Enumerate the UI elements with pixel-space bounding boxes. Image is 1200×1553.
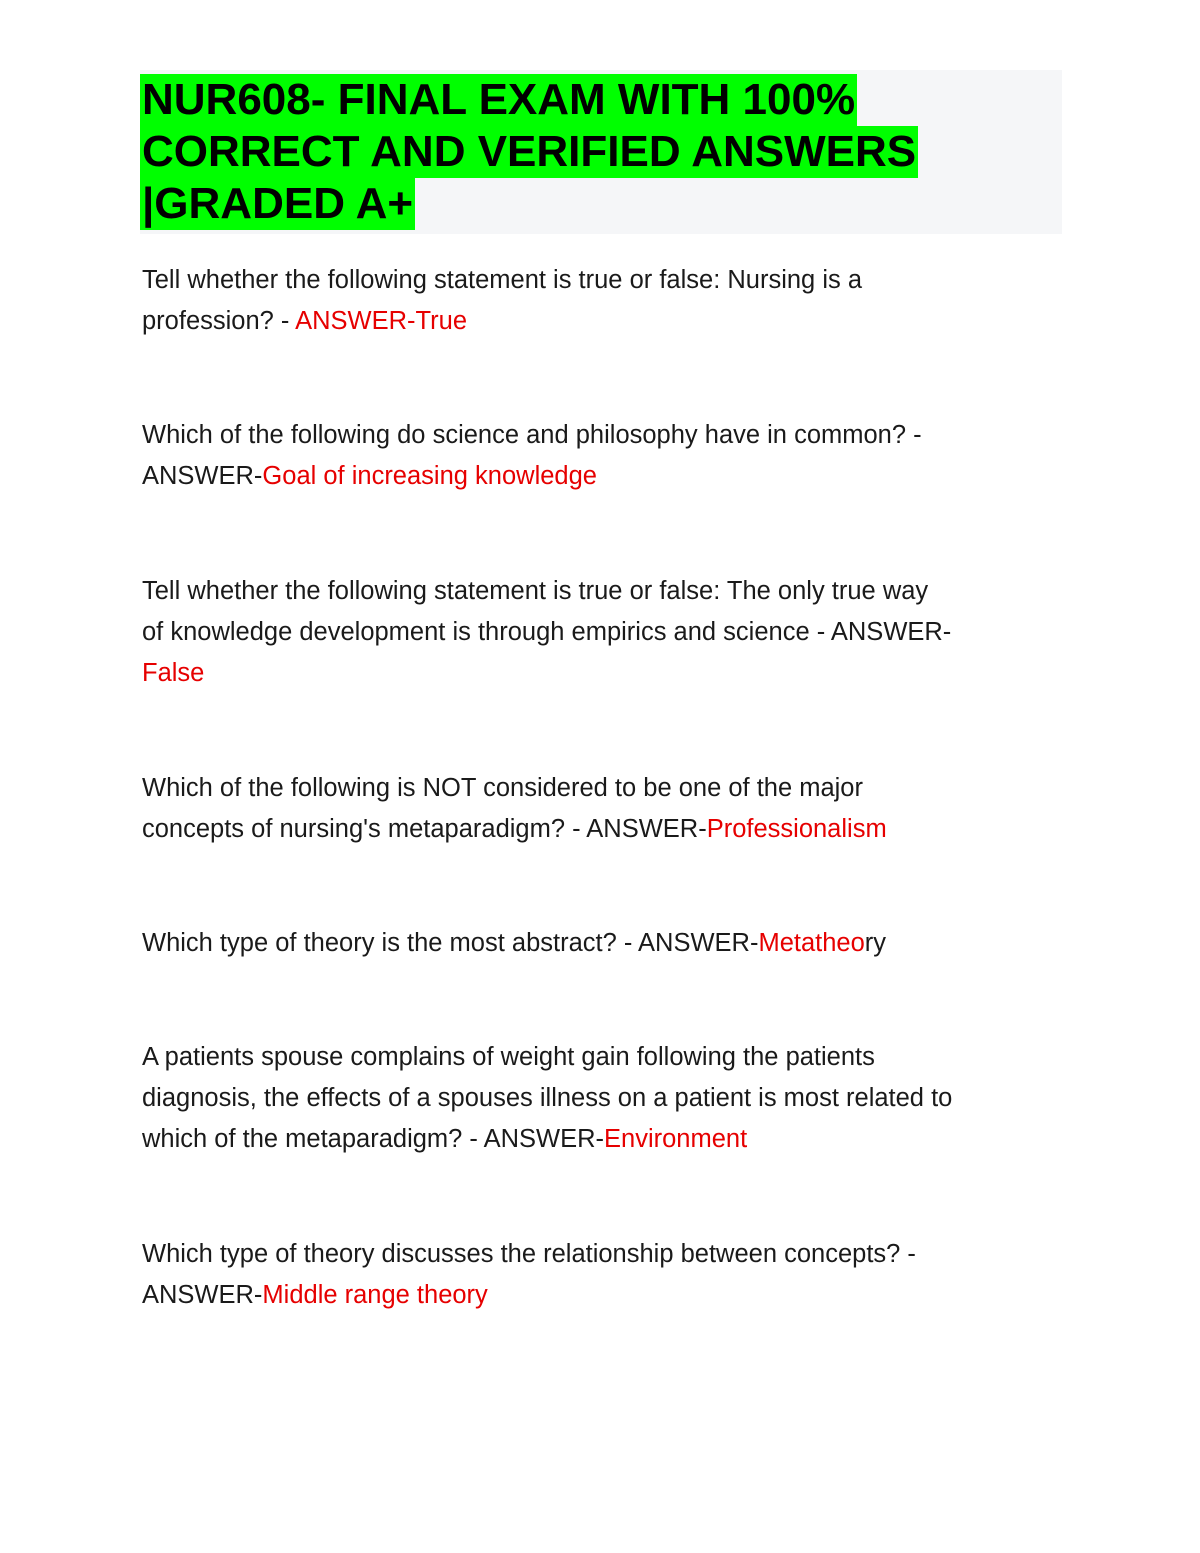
qa-item [142, 768, 887, 850]
question-text: Tell whether the following statement is true or false: The only true way [142, 577, 929, 605]
question-text: which of the metaparadigm? - [142, 1125, 484, 1153]
answer-text: False [142, 659, 205, 687]
question-text: Which of the following do science and philosophy have in common? - [142, 421, 922, 449]
answer-prefix: ANSWER- [142, 1281, 263, 1309]
qa-item [142, 1234, 916, 1316]
answer-prefix: ANSWER- [142, 462, 263, 490]
question-text: profession? - [142, 307, 296, 335]
title-line: CORRECT AND VERIFIED ANSWERS [142, 127, 917, 176]
question-text: Which type of theory discusses the relationship between concepts? - [142, 1240, 916, 1268]
question-text: of knowledge development is through empirics and science - ANSWER- [142, 618, 952, 646]
answer-prefix: ANSWER- [483, 1125, 605, 1153]
answer-suffix: ry [864, 929, 887, 957]
question-text: A patients spouse complains of weight gain following the patients [142, 1043, 875, 1071]
qa-item [142, 571, 951, 694]
answer-prefix: ANSWER- [586, 815, 707, 843]
question-text: diagnosis, the effects of a spouses illness on a patient is most related to [142, 1084, 953, 1112]
answer-text: Environment [604, 1125, 748, 1153]
answer-text: Professionalism [706, 815, 887, 843]
document-title [140, 74, 918, 230]
answer-text: ANSWER-True [295, 307, 467, 335]
question-text: Tell whether the following statement is true or false: Nursing is a [142, 266, 863, 294]
title-line: |GRADED A+ [142, 179, 414, 228]
title-line: NUR608- FINAL EXAM WITH 100% [142, 75, 856, 124]
answer-prefix: ANSWER- [638, 929, 759, 957]
question-text: Which of the following is NOT considered to be one of the major [142, 774, 863, 802]
qa-item [142, 415, 922, 497]
answer-text: Goal of increasing knowledge [262, 462, 597, 490]
qa-item [142, 1037, 952, 1160]
answer-text: Metatheo [758, 929, 865, 957]
qa-item [142, 923, 886, 964]
question-text: Which type of theory is the most abstract? - [142, 929, 639, 957]
question-text: concepts of nursing's metaparadigm? - [142, 815, 587, 843]
title-block [140, 70, 1062, 234]
qa-item [142, 260, 862, 342]
answer-text: Middle range theory [262, 1281, 488, 1309]
